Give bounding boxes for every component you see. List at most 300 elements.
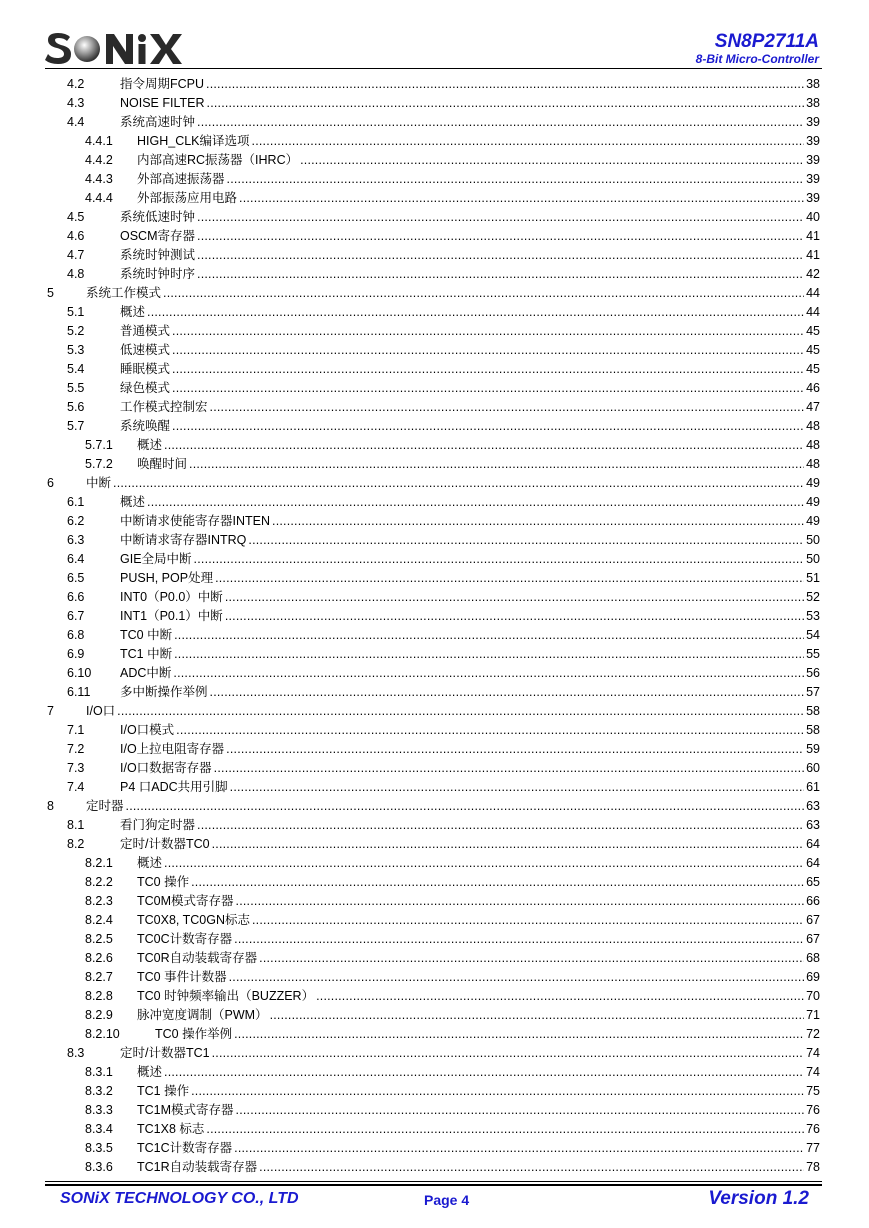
toc-entry[interactable] xyxy=(67,645,820,664)
toc-entry-page: 47 xyxy=(806,400,820,414)
toc-entry-title: 概述 xyxy=(120,495,146,509)
toc-entry[interactable] xyxy=(67,1044,820,1063)
toc-entry-number: 6.8 xyxy=(67,628,85,642)
toc-leader-dots xyxy=(225,588,804,607)
toc-entry-title: 系统工作模式 xyxy=(86,286,162,300)
toc-entry[interactable] xyxy=(85,455,820,474)
toc-entry-title: 概述 xyxy=(137,856,163,870)
toc-entry-number: 6.10 xyxy=(67,666,92,680)
toc-entry[interactable] xyxy=(85,1025,820,1044)
toc-leader-dots xyxy=(147,493,804,512)
toc-entry-page: 46 xyxy=(806,381,820,395)
toc-entry-title: GIE全局中断 xyxy=(120,552,192,566)
toc-entry-page: 70 xyxy=(806,989,820,1003)
toc-entry-number: 5.7.1 xyxy=(85,438,113,452)
toc-leader-dots xyxy=(189,455,804,474)
toc-entry[interactable] xyxy=(67,113,820,132)
toc-entry-title: 中断请求寄存器INTRQ xyxy=(120,533,247,547)
toc-entry-number: 8.1 xyxy=(67,818,85,832)
toc-entry-page: 69 xyxy=(806,970,820,984)
toc-entry-title: TC1 操作 xyxy=(137,1084,190,1098)
toc-entry-title: TC0 中断 xyxy=(120,628,173,642)
toc-entry-number: 4.7 xyxy=(67,248,85,262)
toc-entry[interactable] xyxy=(85,1082,820,1101)
toc-entry-title: TC1M模式寄存器 xyxy=(137,1103,234,1117)
toc-entry-page: 58 xyxy=(806,704,820,718)
toc-entry[interactable] xyxy=(67,759,820,778)
toc-entry-page: 45 xyxy=(806,362,820,376)
toc-entry-page: 38 xyxy=(806,96,820,110)
toc-entry-title: 脉冲宽度调制（PWM） xyxy=(137,1008,268,1022)
toc-entry-title: 内部高速RC振荡器（IHRC） xyxy=(137,153,299,167)
toc-entry-title: 绿色模式 xyxy=(120,381,171,395)
toc-entry[interactable] xyxy=(47,474,820,493)
toc-leader-dots xyxy=(206,75,804,94)
toc-entry[interactable] xyxy=(85,1158,820,1177)
toc-entry-number: 8.2.1 xyxy=(85,856,113,870)
toc-entry[interactable] xyxy=(67,626,820,645)
toc-leader-dots xyxy=(173,664,804,683)
toc-leader-dots xyxy=(206,1120,804,1139)
toc-entry-page: 39 xyxy=(806,153,820,167)
toc-entry-page: 53 xyxy=(806,609,820,623)
toc-entry[interactable] xyxy=(85,1120,820,1139)
toc-entry-title: TC0R自动装载寄存器 xyxy=(137,951,258,965)
toc-entry-title: 概述 xyxy=(120,305,146,319)
toc-entry-page: 48 xyxy=(806,457,820,471)
toc-entry-number: 6.4 xyxy=(67,552,85,566)
toc-entry-number: 8.2.7 xyxy=(85,970,113,984)
toc-entry-number: 7.1 xyxy=(67,723,85,737)
toc-entry-number: 4.4.2 xyxy=(85,153,113,167)
toc-leader-dots xyxy=(174,626,804,645)
toc-entry-number: 5 xyxy=(47,286,54,300)
toc-entry-title: TC0 操作举例 xyxy=(155,1027,233,1041)
toc-entry-page: 55 xyxy=(806,647,820,661)
toc-entry-title: 看门狗定时器 xyxy=(120,818,196,832)
toc-leader-dots xyxy=(194,550,805,569)
toc-entry[interactable] xyxy=(67,778,820,797)
toc-entry-title: I/O口数据寄存器 xyxy=(120,761,212,775)
toc-entry-number: 7.3 xyxy=(67,761,85,775)
toc-entry-title: 系统时钟测试 xyxy=(120,248,196,262)
toc-entry-title: I/O口模式 xyxy=(120,723,175,737)
toc-entry[interactable] xyxy=(67,683,820,702)
toc-leader-dots xyxy=(226,740,804,759)
toc-entry[interactable] xyxy=(85,892,820,911)
toc-entry-number: 8.2.8 xyxy=(85,989,113,1003)
toc-entry-page: 63 xyxy=(806,818,820,832)
toc-leader-dots xyxy=(126,797,805,816)
toc-leader-dots xyxy=(252,132,805,151)
toc-entry-page: 66 xyxy=(806,894,820,908)
toc-entry-number: 8.3.5 xyxy=(85,1141,113,1155)
toc-leader-dots xyxy=(239,189,804,208)
toc-entry[interactable] xyxy=(47,284,820,303)
toc-entry[interactable] xyxy=(85,949,820,968)
toc-entry-page: 72 xyxy=(806,1027,820,1041)
toc-entry[interactable] xyxy=(67,417,820,436)
toc-entry-title: 系统低速时钟 xyxy=(120,210,196,224)
toc-leader-dots xyxy=(270,1006,805,1025)
toc-entry-number: 4.5 xyxy=(67,210,85,224)
toc-entry[interactable] xyxy=(67,379,820,398)
toc-entry-number: 6.1 xyxy=(67,495,85,509)
company-name: SONiX TECHNOLOGY CO., LTD xyxy=(60,1190,299,1207)
toc-entry-page: 76 xyxy=(806,1103,820,1117)
toc-entry-page: 64 xyxy=(806,856,820,870)
toc-entry-title: INT0（P0.0）中断 xyxy=(120,590,223,604)
toc-entry[interactable] xyxy=(67,512,820,531)
toc-entry-number: 8.2.10 xyxy=(85,1027,120,1041)
toc-entry[interactable] xyxy=(85,1139,820,1158)
toc-entry[interactable] xyxy=(67,341,820,360)
toc-entry-page: 41 xyxy=(806,248,820,262)
toc-leader-dots xyxy=(234,930,804,949)
toc-entry-title: 概述 xyxy=(137,1065,163,1079)
toc-entry-page: 48 xyxy=(806,438,820,452)
toc-entry-title: 睡眠模式 xyxy=(120,362,171,376)
toc-entry-title: I/O口 xyxy=(86,704,116,718)
toc-leader-dots xyxy=(197,246,804,265)
toc-entry[interactable] xyxy=(67,322,820,341)
toc-entry-number: 7 xyxy=(47,704,54,718)
toc-leader-dots xyxy=(227,170,805,189)
toc-leader-dots xyxy=(252,911,804,930)
toc-entry-title: OSCM寄存器 xyxy=(120,229,196,243)
toc-entry-number: 6 xyxy=(47,476,54,490)
toc-leader-dots xyxy=(212,835,805,854)
toc-leader-dots xyxy=(210,683,805,702)
version-label: Version 1.2 xyxy=(708,1188,809,1209)
toc-entry-number: 6.9 xyxy=(67,647,85,661)
toc-entry-page: 49 xyxy=(806,514,820,528)
toc-leader-dots xyxy=(316,987,804,1006)
toc-entry[interactable] xyxy=(67,208,820,227)
toc-entry-page: 61 xyxy=(806,780,820,794)
toc-leader-dots xyxy=(214,759,804,778)
toc-entry-page: 49 xyxy=(806,476,820,490)
toc-leader-dots xyxy=(163,284,804,303)
toc-entry-title: NOISE FILTER xyxy=(120,96,205,110)
toc-entry-number: 8.2.5 xyxy=(85,932,113,946)
toc-leader-dots xyxy=(164,1063,804,1082)
toc-entry-number: 8.2.3 xyxy=(85,894,113,908)
toc-entry-page: 71 xyxy=(806,1008,820,1022)
toc-entry-page: 38 xyxy=(806,77,820,91)
toc-entry-number: 4.2 xyxy=(67,77,85,91)
toc-entry[interactable] xyxy=(85,968,820,987)
toc-leader-dots xyxy=(117,702,804,721)
toc-entry[interactable] xyxy=(67,493,820,512)
toc-entry[interactable] xyxy=(67,303,820,322)
toc-entry-title: 系统时钟时序 xyxy=(120,267,196,281)
toc-entry-title: TC0 操作 xyxy=(137,875,190,889)
toc-entry-page: 48 xyxy=(806,419,820,433)
toc-entry-number: 8.3.2 xyxy=(85,1084,113,1098)
toc-entry[interactable] xyxy=(67,740,820,759)
toc-entry-page: 59 xyxy=(806,742,820,756)
toc-entry-title: PUSH, POP处理 xyxy=(120,571,214,585)
toc-entry-page: 63 xyxy=(806,799,820,813)
toc-entry-title: TC1C计数寄存器 xyxy=(137,1141,233,1155)
toc-entry-page: 57 xyxy=(806,685,820,699)
toc-entry-number: 8.3.3 xyxy=(85,1103,113,1117)
toc-entry-number: 8.3.6 xyxy=(85,1160,113,1174)
toc-leader-dots xyxy=(197,265,804,284)
toc-entry[interactable] xyxy=(47,702,820,721)
toc-entry-page: 45 xyxy=(806,324,820,338)
toc-entry-number: 5.2 xyxy=(67,324,85,338)
product-subtitle: 8-Bit Micro-Controller xyxy=(695,52,819,66)
toc-entry[interactable] xyxy=(67,75,820,94)
toc-leader-dots xyxy=(259,1158,804,1177)
toc-entry-page: 41 xyxy=(806,229,820,243)
toc-entry-title: TC0 时钟频率输出（BUZZER） xyxy=(137,989,315,1003)
toc-entry-number: 4.3 xyxy=(67,96,85,110)
toc-leader-dots xyxy=(236,892,805,911)
toc-leader-dots xyxy=(197,816,804,835)
toc-entry[interactable] xyxy=(67,531,820,550)
toc-leader-dots xyxy=(172,341,804,360)
toc-entry-title: TC1 中断 xyxy=(120,647,173,661)
toc-leader-dots xyxy=(113,474,804,493)
toc-entry-page: 50 xyxy=(806,552,820,566)
toc-entry-page: 39 xyxy=(806,191,820,205)
toc-entry-title: I/O上拉电阻寄存器 xyxy=(120,742,225,756)
toc-entry[interactable] xyxy=(67,246,820,265)
toc-entry-page: 58 xyxy=(806,723,820,737)
page-number: Page 4 xyxy=(424,1192,470,1208)
toc-leader-dots xyxy=(191,873,804,892)
toc-entry-page: 60 xyxy=(806,761,820,775)
toc-entry-page: 68 xyxy=(806,951,820,965)
toc-entry-title: 系统唤醒 xyxy=(120,419,171,433)
toc-leader-dots xyxy=(197,208,804,227)
toc-leader-dots xyxy=(164,854,804,873)
toc-entry-page: 67 xyxy=(806,932,820,946)
toc-leader-dots xyxy=(164,436,804,455)
toc-entry-title: 中断 xyxy=(86,476,112,490)
toc-entry-title: 多中断操作举例 xyxy=(120,685,208,699)
toc-entry-number: 5.3 xyxy=(67,343,85,357)
toc-entry-number: 5.1 xyxy=(67,305,85,319)
toc-entry-title: INT1（P0.1）中断 xyxy=(120,609,223,623)
toc-entry-number: 7.2 xyxy=(67,742,85,756)
toc-entry-page: 44 xyxy=(806,305,820,319)
model-number: SN8P2711A xyxy=(714,31,819,52)
toc-entry-page: 64 xyxy=(806,837,820,851)
toc-entry-title: TC0 事件计数器 xyxy=(137,970,227,984)
toc-entry[interactable] xyxy=(85,854,820,873)
toc-entry-number: 4.4 xyxy=(67,115,85,129)
toc-entry-page: 51 xyxy=(806,571,820,585)
toc-leader-dots xyxy=(259,949,804,968)
toc-entry[interactable] xyxy=(85,436,820,455)
toc-entry-title: HIGH_CLK编译选项 xyxy=(137,134,250,148)
toc-leader-dots xyxy=(230,778,804,797)
toc-leader-dots xyxy=(300,151,804,170)
toc-entry-number: 8.3 xyxy=(67,1046,85,1060)
toc-leader-dots xyxy=(207,94,805,113)
toc-leader-dots xyxy=(172,360,804,379)
toc-entry-title: 工作模式控制宏 xyxy=(120,400,208,414)
toc-entry-page: 75 xyxy=(806,1084,820,1098)
toc-leader-dots xyxy=(225,607,804,626)
sonix-logo xyxy=(44,30,196,66)
toc-leader-dots xyxy=(176,721,804,740)
toc-leader-dots xyxy=(229,968,805,987)
toc-entry-title: 外部高速振荡器 xyxy=(137,172,225,186)
toc-entry-page: 67 xyxy=(806,913,820,927)
toc-entry-page: 50 xyxy=(806,533,820,547)
page-header xyxy=(0,0,869,72)
toc-entry-title: 唤醒时间 xyxy=(137,457,188,471)
toc-entry-title: TC0C计数寄存器 xyxy=(137,932,233,946)
toc-entry-number: 8.3.1 xyxy=(85,1065,113,1079)
toc-entry-title: 中断请求使能寄存器INTEN xyxy=(120,514,271,528)
toc-entry-page: 39 xyxy=(806,172,820,186)
toc-entry-number: 4.4.3 xyxy=(85,172,113,186)
toc-leader-dots xyxy=(210,398,805,417)
toc-entry-page: 40 xyxy=(806,210,820,224)
toc-leader-dots xyxy=(272,512,804,531)
toc-entry-title: 指令周期FCPU xyxy=(120,77,205,91)
toc-entry[interactable] xyxy=(85,1101,820,1120)
toc-entry[interactable] xyxy=(67,569,820,588)
toc-entry-number: 5.7.2 xyxy=(85,457,113,471)
toc-entry-title: TC0X8, TC0GN标志 xyxy=(137,913,250,927)
toc-entry[interactable] xyxy=(67,835,820,854)
toc-leader-dots xyxy=(191,1082,804,1101)
toc-entry-title: 定时/计数器TC0 xyxy=(120,837,210,851)
toc-entry[interactable] xyxy=(85,911,820,930)
toc-entry-number: 6.11 xyxy=(67,685,91,699)
toc-leader-dots xyxy=(248,531,804,550)
toc-entry-number: 8.2.9 xyxy=(85,1008,113,1022)
toc-entry[interactable] xyxy=(67,721,820,740)
toc-entry-number: 5.5 xyxy=(67,381,85,395)
toc-entry-title: 概述 xyxy=(137,438,163,452)
toc-entry-number: 4.8 xyxy=(67,267,85,281)
toc-entry[interactable] xyxy=(67,664,820,683)
toc-entry[interactable] xyxy=(47,797,820,816)
toc-entry-title: 低速模式 xyxy=(120,343,171,357)
toc-entry[interactable] xyxy=(85,1063,820,1082)
header-divider xyxy=(45,68,822,69)
toc-entry-page: 45 xyxy=(806,343,820,357)
toc-entry-page: 42 xyxy=(806,267,820,281)
toc-entry-number: 5.7 xyxy=(67,419,85,433)
toc-entry[interactable] xyxy=(85,170,820,189)
toc-entry-title: P4 口ADC共用引脚 xyxy=(120,780,228,794)
toc-entry[interactable] xyxy=(85,930,820,949)
toc-leader-dots xyxy=(236,1101,805,1120)
toc-leader-dots xyxy=(234,1025,804,1044)
toc-entry-number: 6.7 xyxy=(67,609,85,623)
toc-entry-number: 8.2.2 xyxy=(85,875,113,889)
toc-entry[interactable] xyxy=(67,227,820,246)
toc-entry[interactable] xyxy=(67,265,820,284)
toc-entry-number: 5.6 xyxy=(67,400,85,414)
toc-entry[interactable] xyxy=(85,151,820,170)
toc-entry[interactable] xyxy=(67,94,820,113)
toc-entry-page: 49 xyxy=(806,495,820,509)
toc-leader-dots xyxy=(147,303,804,322)
toc-entry-page: 78 xyxy=(806,1160,820,1174)
toc-entry-title: 外部振荡应用电路 xyxy=(137,191,238,205)
toc-leader-dots xyxy=(197,227,804,246)
toc-entry-number: 6.3 xyxy=(67,533,85,547)
toc-entry-number: 8 xyxy=(47,799,54,813)
toc-entry[interactable] xyxy=(67,588,820,607)
toc-entry-number: 5.4 xyxy=(67,362,85,376)
toc-leader-dots xyxy=(172,322,804,341)
toc-entry-page: 44 xyxy=(806,286,820,300)
footer-divider xyxy=(45,1181,822,1182)
toc-entry-number: 8.3.4 xyxy=(85,1122,113,1136)
toc-entry-page: 77 xyxy=(806,1141,820,1155)
toc-entry-number: 6.2 xyxy=(67,514,85,528)
toc-entry-title: ADC中断 xyxy=(120,666,172,680)
toc-entry[interactable] xyxy=(67,398,820,417)
toc-entry[interactable] xyxy=(85,873,820,892)
toc-entry[interactable] xyxy=(85,132,820,151)
toc-entry[interactable] xyxy=(67,816,820,835)
toc-entry-title: TC1X8 标志 xyxy=(137,1122,205,1136)
toc-leader-dots xyxy=(197,113,804,132)
toc-entry-number: 7.4 xyxy=(67,780,85,794)
toc-entry-number: 8.2.6 xyxy=(85,951,113,965)
toc-leader-dots xyxy=(234,1139,804,1158)
toc-entry-title: TC0M模式寄存器 xyxy=(137,894,234,908)
toc-entry-page: 65 xyxy=(806,875,820,889)
toc-leader-dots xyxy=(172,417,804,436)
toc-entry-page: 52 xyxy=(806,590,820,604)
toc-leader-dots xyxy=(212,1044,805,1063)
toc-entry-title: 定时器 xyxy=(86,799,124,813)
toc-entry-title: 系统高速时钟 xyxy=(120,115,196,129)
toc-entry-number: 6.6 xyxy=(67,590,85,604)
toc-entry-page: 76 xyxy=(806,1122,820,1136)
toc-entry-number: 6.5 xyxy=(67,571,85,585)
toc-entry[interactable] xyxy=(67,360,820,379)
toc-entry-page: 74 xyxy=(806,1046,820,1060)
toc-entry-number: 8.2.4 xyxy=(85,913,113,927)
footer-divider-thick xyxy=(45,1184,822,1186)
toc-entry-title: 普通模式 xyxy=(120,324,171,338)
toc-entry[interactable] xyxy=(85,1006,820,1025)
toc-entry-page: 39 xyxy=(806,115,820,129)
toc-entry-number: 4.4.4 xyxy=(85,191,113,205)
toc-leader-dots xyxy=(174,645,804,664)
toc-entry-number: 4.4.1 xyxy=(85,134,113,148)
toc-entry-page: 74 xyxy=(806,1065,820,1079)
toc-entry[interactable] xyxy=(85,987,820,1006)
toc-entry-title: 定时/计数器TC1 xyxy=(120,1046,210,1060)
toc-entry-page: 56 xyxy=(806,666,820,680)
toc-entry-number: 8.2 xyxy=(67,837,85,851)
toc-leader-dots xyxy=(172,379,804,398)
toc-entry-page: 39 xyxy=(806,134,820,148)
toc-entry-number: 4.6 xyxy=(67,229,85,243)
toc-entry[interactable] xyxy=(67,550,820,569)
toc-leader-dots xyxy=(215,569,804,588)
toc-entry[interactable] xyxy=(85,189,820,208)
toc-entry[interactable] xyxy=(67,607,820,626)
toc-entry-page: 54 xyxy=(806,628,820,642)
toc-entry-title: TC1R自动装载寄存器 xyxy=(137,1160,258,1174)
